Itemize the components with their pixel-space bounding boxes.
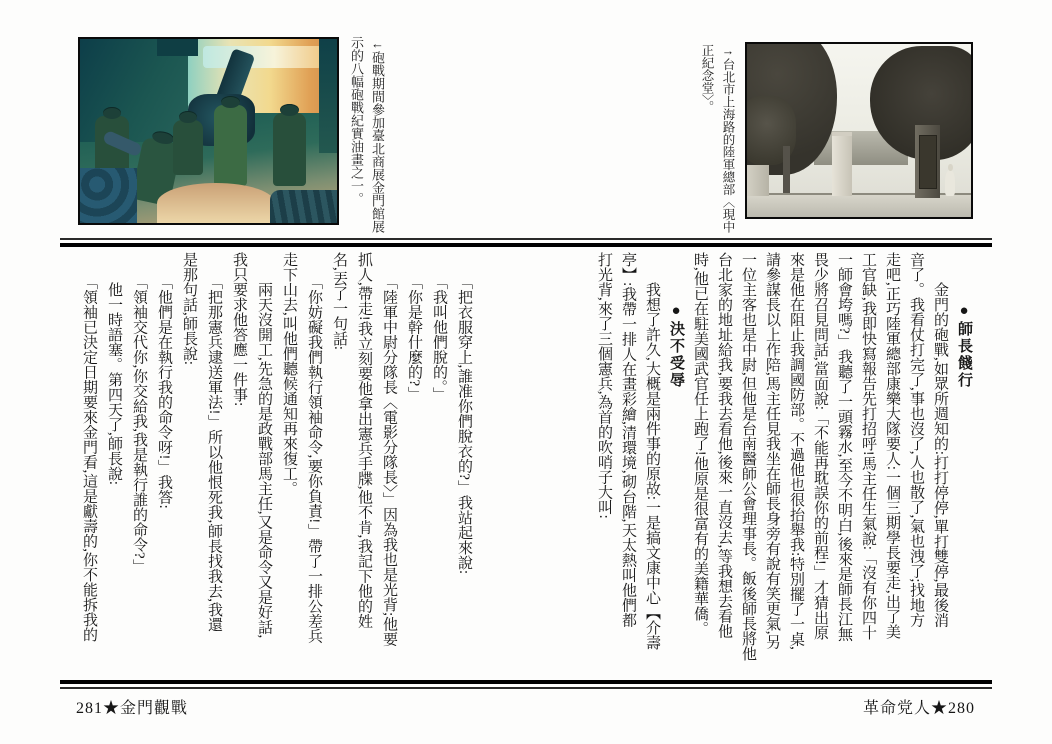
text-column: 我想了許久,大概是兩件事的原故:一是搞文康中心【介壽 xyxy=(644,252,660,650)
photo-gate-pillar xyxy=(832,132,852,197)
painting-caption xyxy=(346,36,388,232)
page-right-number: 革命党人★280 xyxy=(862,700,975,717)
text-column: 打光背,來了三個憲兵,為首的吹哨子大叫: xyxy=(596,252,612,519)
page-left-text-block xyxy=(75,252,476,680)
photo-gate-sign xyxy=(919,135,937,189)
painting-soldier xyxy=(273,113,306,187)
text-column: 工官缺,我即快寫報告先打招呼!馬主任生氣說:「沒有你四十 xyxy=(860,252,876,640)
painting-lintel xyxy=(157,39,198,56)
text-column: 走下山去,叫他們聽候通知再來復工。 xyxy=(281,252,297,496)
painting-right-wall xyxy=(319,39,337,153)
painting-sandbags xyxy=(80,168,137,223)
text-column: 金門的砲戰,如眾所週知的:打打停停,單打雙停,最後消 xyxy=(932,252,948,628)
text-column: 他一時語塞。第四天了,師長說: xyxy=(106,252,122,485)
text-column: ●決不受辱 xyxy=(668,252,684,389)
text-column: 來是他在阻止我調國防部。不過他也很抬舉我:特別擺了一桌, xyxy=(788,252,804,650)
photo-caption xyxy=(696,44,738,233)
text-column: 我只要求他答應一件事: xyxy=(231,252,247,407)
photo-wall xyxy=(747,165,769,196)
text-column: 一位主客也是中尉,但他是台南醫師公會理事長。飯後師長將他 xyxy=(740,252,756,661)
rule-bottom-outer xyxy=(60,687,992,689)
text-column: 畏少將召見問話,當面說:「不能再耽誤你的前程!」才猜出原 xyxy=(812,252,828,640)
text-column: 「陸軍中尉分隊長〈電影分隊長〉」因為我也是光背;他要 xyxy=(381,252,397,647)
painting-sky-band xyxy=(203,46,321,68)
text-column: 走吧,正巧陸軍總部康樂大隊要人:一個三期學長要走,出了美 xyxy=(884,252,900,639)
text-column: 是那句話,師長說: xyxy=(181,252,197,365)
caption-line: ←砲戰期間參加臺北商展金門館展 xyxy=(370,36,385,233)
text-column: 「把那憲兵逮送軍法!」所以他恨死我,師長找我去,我還 xyxy=(206,252,222,632)
painting-soldier xyxy=(173,120,204,175)
text-column: 兩天沒開工,先急的是政戰部馬主任,又是命令又是好話, xyxy=(256,252,272,639)
text-column: 名,丟了一句話: xyxy=(331,252,347,350)
painting-debris xyxy=(270,190,337,223)
caption-line: 正紀念堂〉。 xyxy=(700,44,714,113)
caption-line: →台北市上海路的陸軍總部〈現中 xyxy=(721,44,735,233)
photo-tree-trunk xyxy=(783,146,790,194)
caption-line: 示的八幅砲戰紀實油畫之一。 xyxy=(349,36,364,205)
text-column: 「我叫他們脫的。」 xyxy=(431,252,447,402)
text-column: 音了。我看仗打完了,事也沒了,人也散了,氣也洩了;找地方 xyxy=(908,252,924,628)
text-column: 「你妨礙我們執行領袖命令,要你負責!」帶了一排公差兵 xyxy=(306,252,322,644)
page-left-number: 281★金門觀戰 xyxy=(76,700,189,717)
text-column: 台北家的地址給我,要我去看他,後來一直沒去,等我想去看他 xyxy=(716,252,732,639)
painting-floor xyxy=(157,183,275,223)
photo-army-headquarters-gate xyxy=(745,42,973,219)
text-column: 一師會垮嗎?」我聽了一頭霧水,至今不明白,後來是師長江無 xyxy=(836,252,852,642)
rule-bottom-inner xyxy=(60,680,992,684)
text-column: 抓人,帶走!我立刻要他拿出憲兵手牒,他不肯,我記下他的姓 xyxy=(356,252,372,629)
oil-painting-artillery-battle xyxy=(78,37,339,225)
text-column: 「把衣服穿上,誰准你們脫衣的?」我站起來說: xyxy=(456,252,472,575)
text-column: 「他們是在執行我的命令呀!」我答: xyxy=(156,252,172,509)
text-column: 請參謀長以上作陪,馬主任見我坐在師長身旁有說有笑更氣,另 xyxy=(764,252,780,650)
text-column: 「領袖已決定日期要來金門看,這是獻壽的,你不能拆我的 xyxy=(81,252,97,642)
painting-soldier xyxy=(214,105,247,186)
rule-top-outer xyxy=(60,238,992,240)
photo-person xyxy=(945,170,955,196)
page-right-text-block xyxy=(590,252,976,680)
rule-top-inner xyxy=(60,243,992,247)
text-column: 「領袖交代你,你交給我,我是執行誰的命令?」 xyxy=(131,252,147,574)
text-column: ●師長餞行 xyxy=(956,252,972,389)
text-column: 「你是幹什麼的?」 xyxy=(406,252,422,402)
text-column: 時,他已在駐美國武官任上跑了!他原是很富有的美籍華僑。 xyxy=(692,252,708,636)
text-column: 亭】:我帶一排人在畫彩繪,清環境,砌台階,天太熱叫他們都 xyxy=(620,252,636,628)
